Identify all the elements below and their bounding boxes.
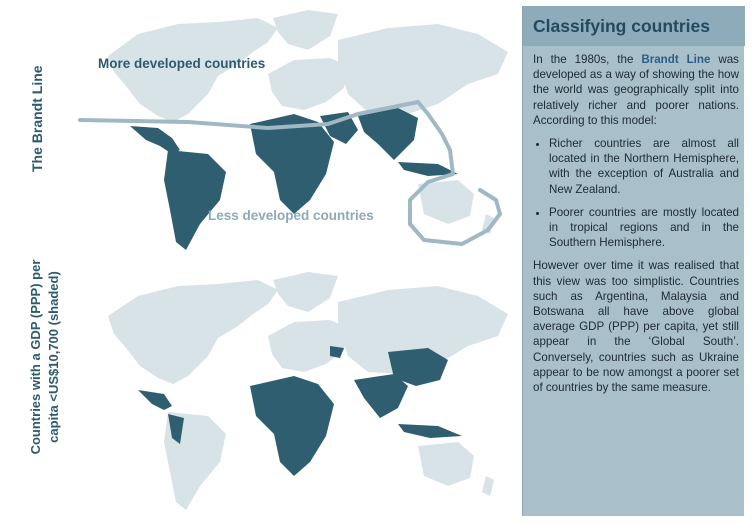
- central-america-landmass: [138, 390, 172, 410]
- greenland-landmass: [273, 10, 338, 50]
- australia-landmass: [418, 442, 474, 486]
- intro-paragraph: [533, 52, 739, 128]
- conclusion-paragraph: However over time it was realised that this view was too simplistic. Countries such as Argentina, Malaysia and Botswana all have above global average GDP (PPP) per capita, yet still appear in the ‘Global South’. Conversely, countries such as Ukraine appear to be now amongst a poorer set of countries by the same measure.: [533, 259, 739, 395]
- north-america-landmass: [108, 280, 278, 384]
- south-america-landmass: [164, 150, 226, 250]
- more-developed-label: More developed countries: [98, 56, 266, 71]
- classifying-countries-panel: [522, 6, 744, 516]
- bullet-richer: • Richer countries are almost all located in the Northern Hemisphere, with the exception of Australia and New Zealand.: [549, 136, 739, 197]
- south-asia-landmass: [354, 374, 408, 418]
- europe-landmass: [268, 320, 348, 372]
- intro-text-2: was developed as a way of showing the how the world was geographically split into relatively richer and poorer nations. According to this model:: [533, 53, 739, 127]
- gdp-label: Countries with a GDP (PPP) per capita <US$10,700 (shaded): [28, 259, 61, 455]
- panel-title: Classifying countries: [523, 6, 745, 46]
- gdp-map: [68, 268, 523, 520]
- europe-landmass: [268, 58, 348, 110]
- ukraine-shaded-region: [330, 346, 344, 358]
- greenland-landmass: [273, 272, 338, 312]
- central-america-landmass: [130, 126, 180, 154]
- indonesia-landmass: [398, 424, 462, 438]
- australia-landmass: [418, 180, 474, 224]
- new-zealand-landmass: [482, 476, 494, 496]
- bullet-list: [533, 136, 739, 250]
- intro-text-1: In the 1980s, the: [533, 53, 634, 66]
- brandt-line-highlight: Brandt Line: [641, 53, 711, 66]
- south-asia-landmass: [358, 108, 418, 160]
- bullet-poorer: • Poorer countries are mostly located in tropical regions and in the Southern Hemisphere.: [549, 205, 739, 251]
- brandt-line-label: The Brandt Line: [29, 65, 45, 172]
- brandt-line-map: [68, 4, 523, 262]
- less-developed-label: Less developed countries: [208, 208, 374, 223]
- panel-body: [533, 52, 739, 403]
- north-asia-landmass: [338, 24, 508, 114]
- africa-landmass: [250, 376, 334, 476]
